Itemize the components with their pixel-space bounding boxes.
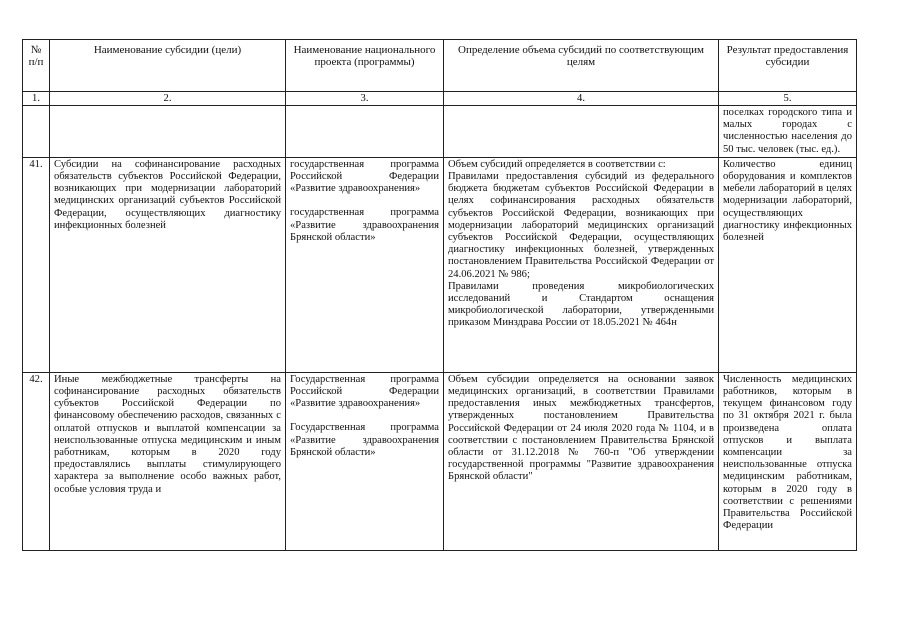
column-number-row	[23, 92, 857, 106]
determination-rules: Правилами предоставления субсидий из федерального бюджета бюджетам субъектов Российской Федерации в целях софинансирования расходных обязательств субъектов Российской Федерации, возникающих при модернизации лабораторий медицинских организаций субъектов Российской Федерации, осуществляющих диагностику инфекционных болезней, утвержденных постановлением Правительства Российской Федерации от 24.06.2021 № 986;	[448, 171, 714, 280]
program-cell	[286, 157, 444, 372]
program-regional: государственная программа «Развитие здравоохранения Брянской области»	[290, 207, 439, 243]
program-regional: Государственная программа «Развитие здравоохранения Брянской области»	[290, 422, 439, 458]
column-number: 5.	[719, 92, 857, 106]
table-cell	[23, 106, 50, 158]
table-cell	[286, 106, 444, 158]
column-number: 2.	[50, 92, 286, 106]
subsidy-name: Субсидии на софинансирование расходных обязательств субъектов Российской Федерации, возникающих при модернизации лабораторий медицинских организаций субъектов Российской Федерации, осуществляющих диагностику инфекционных болезней	[50, 157, 286, 372]
determination-intro: Объем субсидий определяется в соответствии с:	[448, 158, 666, 170]
program-federal: Государственная программа Российской Федерации «Развитие здравоохранения»	[290, 373, 439, 410]
determination: Объем субсидии определяется на основании заявок медицинских организаций, в соответствии Правилами предоставления иных межбюджетных трансфертов, утвержденных постановлением Правительства Российской Федерации от 24 июля 2020 года № 1104, и в соответствии с постановлением Правительства Брянской области от 31.12.2018 № 760-п "Об утверждении государственной программы "Развитие здравоохранения Брянской области"	[444, 372, 719, 550]
spacer	[290, 410, 439, 422]
header-row	[23, 40, 857, 92]
result: Количество единиц оборудования и комплектов мебели лабораторий в целях модернизации лабораторий, осуществляющих диагностику инфекционных болезней	[719, 157, 857, 372]
subsidy-table	[22, 39, 857, 551]
header-national-project: Наименование национального проекта (программы)	[286, 40, 444, 92]
program-cell	[286, 372, 444, 550]
program-federal: государственная программа Российской Федерации «Развитие здравоохранения»	[290, 158, 439, 195]
determination-cell	[444, 157, 719, 372]
header-number: № п/п	[23, 40, 50, 92]
column-number: 3.	[286, 92, 444, 106]
table-cell	[444, 106, 719, 158]
table-row	[23, 157, 857, 372]
result: Численность медицинских работников, которым в текущем финансовом году по 31 октября 2021 г. была произведена оплата отпусков и выплата компенсации за неиспользованные отпуска медицинским работникам, которым в 2020 году в соответствии с решениями Правительства Российской Федерации	[719, 372, 857, 550]
continuation-result: поселках городского типа и малых городах с численностью населения до 50 тыс. человек (тыс. ед.).	[719, 106, 857, 158]
table-cell	[50, 106, 286, 158]
row-number: 42.	[23, 372, 50, 550]
determination-standard: Правилами проведения микробиологических исследований и Стандартом оснащения микробиологической лаборатории, утвержденными приказом Минздрава России от 18.05.2021 № 464н	[448, 280, 714, 329]
header-result: Результат предоставления субсидии	[719, 40, 857, 92]
continuation-row	[23, 106, 857, 158]
column-number: 1.	[23, 92, 50, 106]
table-row	[23, 372, 857, 550]
row-number: 41.	[23, 157, 50, 372]
spacer	[290, 195, 439, 207]
header-determination: Определение объема субсидий по соответствующим целям	[444, 40, 719, 92]
column-number: 4.	[444, 92, 719, 106]
header-subsidy-name: Наименование субсидии (цели)	[50, 40, 286, 92]
subsidy-name: Иные межбюджетные трансферты на софинансирование расходных обязательств субъектов Российской Федерации по финансовому обеспечению расходов, связанных с оплатой отпусков и выплатой компенсации за неиспользованные отпуска медицинским и иным работникам, которым в 2020 году предоставлялись выплаты стимулирующего характера за выполнение особо важных работ, особые условия труда и	[50, 372, 286, 550]
